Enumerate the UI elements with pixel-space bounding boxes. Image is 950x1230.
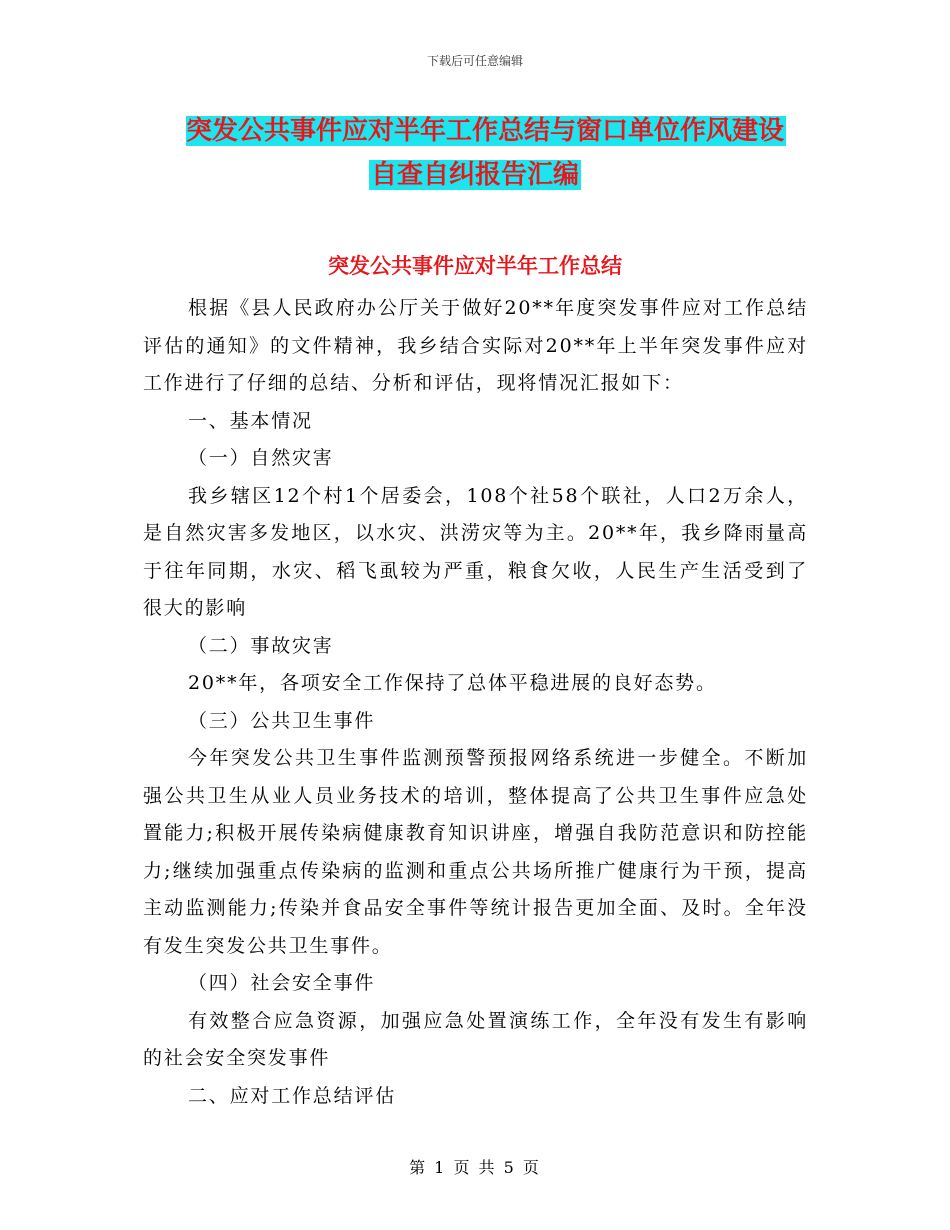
document-title: [0, 109, 950, 197]
section-title: 突发公共事件应对半年工作总结: [328, 254, 622, 278]
title-line-2: [0, 153, 950, 197]
title-line-1: [0, 109, 950, 153]
title-line-2-text: 自查自纠报告汇编: [370, 160, 579, 190]
heading-social-security: （四）社会安全事件: [188, 972, 376, 994]
heading-basic-situation: 一、基本情况: [188, 409, 313, 432]
heading-accident-disasters: （二）事故灾害: [188, 634, 334, 657]
title-line-1-text: 突发公共事件应对半年工作总结与窗口单位作风建设: [185, 116, 784, 146]
heading-natural-disasters: （一）自然灾害: [188, 447, 334, 469]
header-note: 下载后可任意编辑: [426, 54, 523, 68]
paragraph-natural-disasters: 我乡辖区12个村1个居委会，108个社58个联社，人口2万余人，是自然灾害多发地区，以水灾、洪涝灾等为主。20**年，我乡降雨量高于往年同期，水灾、稻飞虱较为严重，粮食欠收，人民生产生活受到了很大的影响: [143, 484, 808, 619]
page-number: 第 1 页 共 5 页: [409, 1158, 541, 1177]
heading-public-health: （三）公共卫生事件: [188, 709, 376, 732]
paragraph-social-security: 有效整合应急资源，加强应急处置演练工作，全年没有发生有影响的社会安全突发事件: [143, 1009, 808, 1069]
heading-evaluation: 二、应对工作总结评估: [188, 1084, 397, 1107]
document-body: [143, 290, 808, 1115]
paragraph-intro: 根据《县人民政府办公厅关于做好20**年度突发事件应对工作总结评估的通知》的文件精神，我乡结合实际对20**年上半年突发事件应对工作进行了仔细的总结、分析和评估，现将情况汇报如下：: [143, 297, 808, 394]
paragraph-accident-disasters: 20**年，各项安全工作保持了总体平稳进展的良好态势。: [188, 672, 717, 694]
paragraph-public-health: 今年突发公共卫生事件监测预警预报网络系统进一步健全。不断加强公共卫生从业人员业务技术的培训，整体提高了公共卫生事件应急处置能力;积极开展传染病健康教育知识讲座，增强自我防范意识和防控能力;继续加强重点传染病的监测和重点公共场所推广健康行为干预，提高主动监测能力;传染并食品安全事件等统计报告更加全面、及时。全年没有发生突发公共卫生事件。: [143, 747, 808, 957]
